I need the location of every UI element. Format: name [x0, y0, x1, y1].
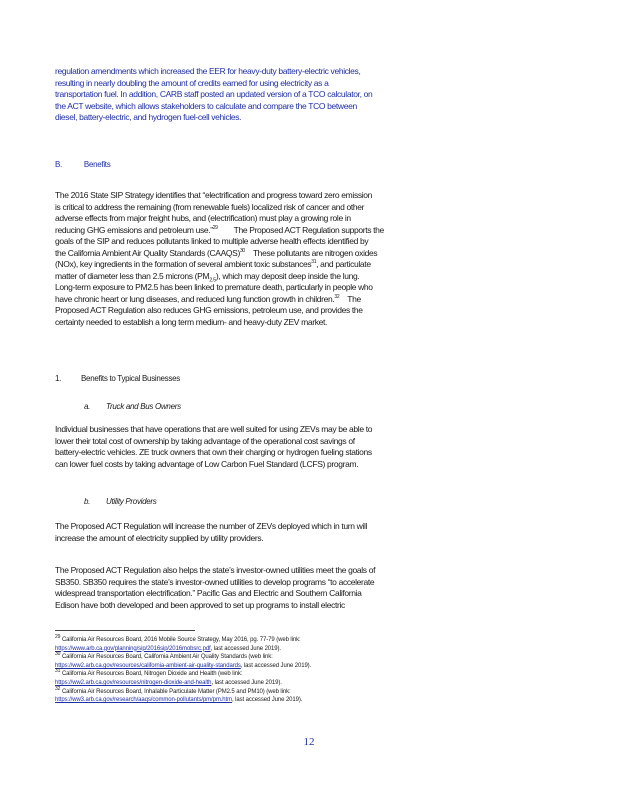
- footnote-ref-31[interactable]: 31: [311, 259, 317, 266]
- quote-end: reducing GHG emissions and petroleum use.”: [55, 224, 213, 235]
- benefits-line: goals of the SIP and reduces pollutants linked to multiple adverse health effects identified by: [55, 236, 369, 246]
- truck-owners-paragraph: [55, 424, 555, 470]
- intro-paragraph: [55, 66, 555, 124]
- heading-title: Truck and Bus Owners: [106, 402, 181, 411]
- section-letter: B.: [55, 160, 62, 169]
- truck-line: Individual businesses that have operations that are well suited for using ZEVs may be able to: [55, 424, 373, 434]
- pm-text: matter of diameter less than 2.5 microns (PM: [55, 270, 210, 281]
- intro-line: resulting in nearly doubling the amount of credits earned for using electricity as a: [55, 77, 329, 88]
- footnote-link[interactable]: https://www.arb.ca.gov/planning/sip/2016sip/2016mobsrc.pdf: [55, 645, 211, 652]
- heading-b: [84, 497, 584, 507]
- the-word: The: [347, 293, 361, 304]
- sb350-paragraph: [55, 565, 555, 611]
- footnote-number: 32: [55, 685, 61, 692]
- footnote-29: [55, 636, 555, 653]
- heading-number: 1.: [55, 374, 62, 383]
- section-b-heading: [55, 160, 555, 170]
- and-particulate: , and particulate: [316, 259, 371, 269]
- utility-paragraph: [55, 521, 555, 544]
- proposed-act-supports: The Proposed ACT Regulation supports the: [233, 224, 384, 235]
- benefits-line: Long-term exposure to PM2.5 has been linked to premature death, particularly in people who: [55, 282, 373, 292]
- footnote-text: California Air Resources Board, Nitrogen Dioxide and Health (web link:: [61, 671, 243, 678]
- nox-sentence: These pollutants are nitrogen oxides: [252, 247, 378, 258]
- footnote-30: [55, 653, 555, 670]
- intro-line: diesel, battery-electric, and hydrogen fuel-cell vehicles.: [55, 112, 242, 122]
- footnote-tail: , last accessed June 2019).: [210, 645, 281, 652]
- footnote-tail: , last accessed June 2019).: [232, 697, 303, 704]
- benefits-line: [55, 259, 555, 271]
- footnote-link[interactable]: https://ww2.arb.ca.gov/resources/california-ambient-air-quality-standards: [55, 662, 241, 669]
- footnote-text: California Air Resources Board, 2016 Mobile Source Strategy, May 2016, pg. 77-79 (web link:: [61, 637, 301, 643]
- sb350-line: widespread transportation electrification.” Pacific Gas and Electric and Southern California: [55, 588, 362, 598]
- heading-title: Utility Providers: [106, 497, 157, 506]
- benefits-line: The 2016 State SIP Strategy identifies that “electrification and progress toward zero emission: [55, 190, 373, 200]
- intro-line: regulation amendments which increased the EER for heavy-duty battery-electric vehicles,: [55, 66, 361, 76]
- footnote-number: 30: [55, 651, 61, 658]
- caaqs-text: the California Ambient Air Quality Standards (CAAQS): [55, 247, 240, 258]
- footnote-ref-32[interactable]: 32: [334, 293, 340, 300]
- heading-a: [84, 402, 584, 412]
- section-title: Benefits: [83, 160, 111, 169]
- utility-line: increase the amount of electricity supplied by utility providers.: [55, 532, 264, 543]
- footnote-number: 29: [55, 634, 61, 640]
- footnote-ref-30[interactable]: 30: [239, 247, 245, 254]
- page-number: 12: [303, 736, 315, 748]
- truck-line: lower their total cost of ownership by taking advantage of the operational cost savings of: [55, 435, 355, 446]
- benefits-line: Proposed ACT Regulation also reduces GHG emissions, petroleum use, and provides the: [55, 305, 363, 315]
- heading-title: Benefits to Typical Businesses: [81, 374, 180, 383]
- benefits-paragraph: [55, 190, 555, 328]
- heading-letter: a.: [84, 402, 91, 411]
- footnote-tail: , last accessed June 2019).: [240, 662, 312, 669]
- toxic-text: (NOx), key ingredients in the formation of several ambient toxic substances: [55, 259, 312, 269]
- benefits-line: is critical to address the remaining (from renewable fuels) localized risk of cancer and other: [55, 201, 365, 212]
- benefits-line: [55, 271, 555, 283]
- footnote-32: [55, 685, 555, 705]
- utility-line: The Proposed ACT Regulation will increase the number of ZEVs deployed which in turn will: [55, 521, 368, 531]
- intro-line: the ACT website, which allows stakeholders to calculate and compare the TCO between: [55, 100, 357, 111]
- intro-line: transportation fuel. In addition, CARB staff posted an updated version of a TCO calculator, on: [55, 89, 373, 99]
- sb350-line: SB350. SB350 requires the state’s investor-owned utilities to develop programs “to accelerate: [55, 576, 375, 587]
- benefits-line: [55, 294, 555, 306]
- footnotes: [55, 636, 555, 705]
- heading-letter: b.: [84, 497, 91, 506]
- heading-1: [55, 374, 555, 384]
- footnote-separator: [55, 630, 195, 631]
- lung-text: have chronic heart or lung diseases, and reduced lung function growth in children.: [55, 293, 335, 304]
- sb350-line: The Proposed ACT Regulation also helps the state’s investor-owned utilities meet the goals of: [55, 565, 376, 575]
- pm-subscript: 2.5: [209, 277, 216, 284]
- truck-line: battery-electric vehicles. ZE truck owners that own their charging or hydrogen fueling stations: [55, 447, 372, 457]
- footnote-link[interactable]: https://ww3.arb.ca.gov/research/aaqs/common-pollutants/pm/pm.htm: [55, 697, 233, 704]
- sb350-line: Edison have both developed and been approved to set up programs to install electric: [55, 599, 345, 610]
- benefits-line: certainty needed to establish a long term medium- and heavy-duty ZEV market.: [55, 316, 327, 327]
- pm-rest: ), which may deposit deep inside the lung.: [215, 270, 360, 281]
- footnote-ref-29[interactable]: 29: [212, 224, 218, 231]
- footnote-link[interactable]: https://ww2.arb.ca.gov/resources/nitrogen-dioxide-and-health: [55, 679, 212, 686]
- footnote-tail: , last accessed June 2019).: [211, 679, 282, 686]
- footnote-31: [55, 670, 555, 687]
- footnote-text: California Air Resources Board, California Ambient Air Quality Standards (web link:: [61, 654, 273, 661]
- benefits-line: [55, 248, 555, 260]
- benefits-line: adverse effects from major freight hubs, and (electrification) must play a growing role in: [55, 213, 351, 223]
- benefits-line: [55, 225, 555, 237]
- footnote-number: 31: [55, 668, 61, 675]
- truck-line: can lower fuel costs by taking advantage of Low Carbon Fuel Standard (LCFS) program.: [55, 458, 359, 469]
- footnote-text: California Air Resources Board, Inhalable Particulate Matter (PM2.5 and PM10) (web link:: [61, 688, 291, 695]
